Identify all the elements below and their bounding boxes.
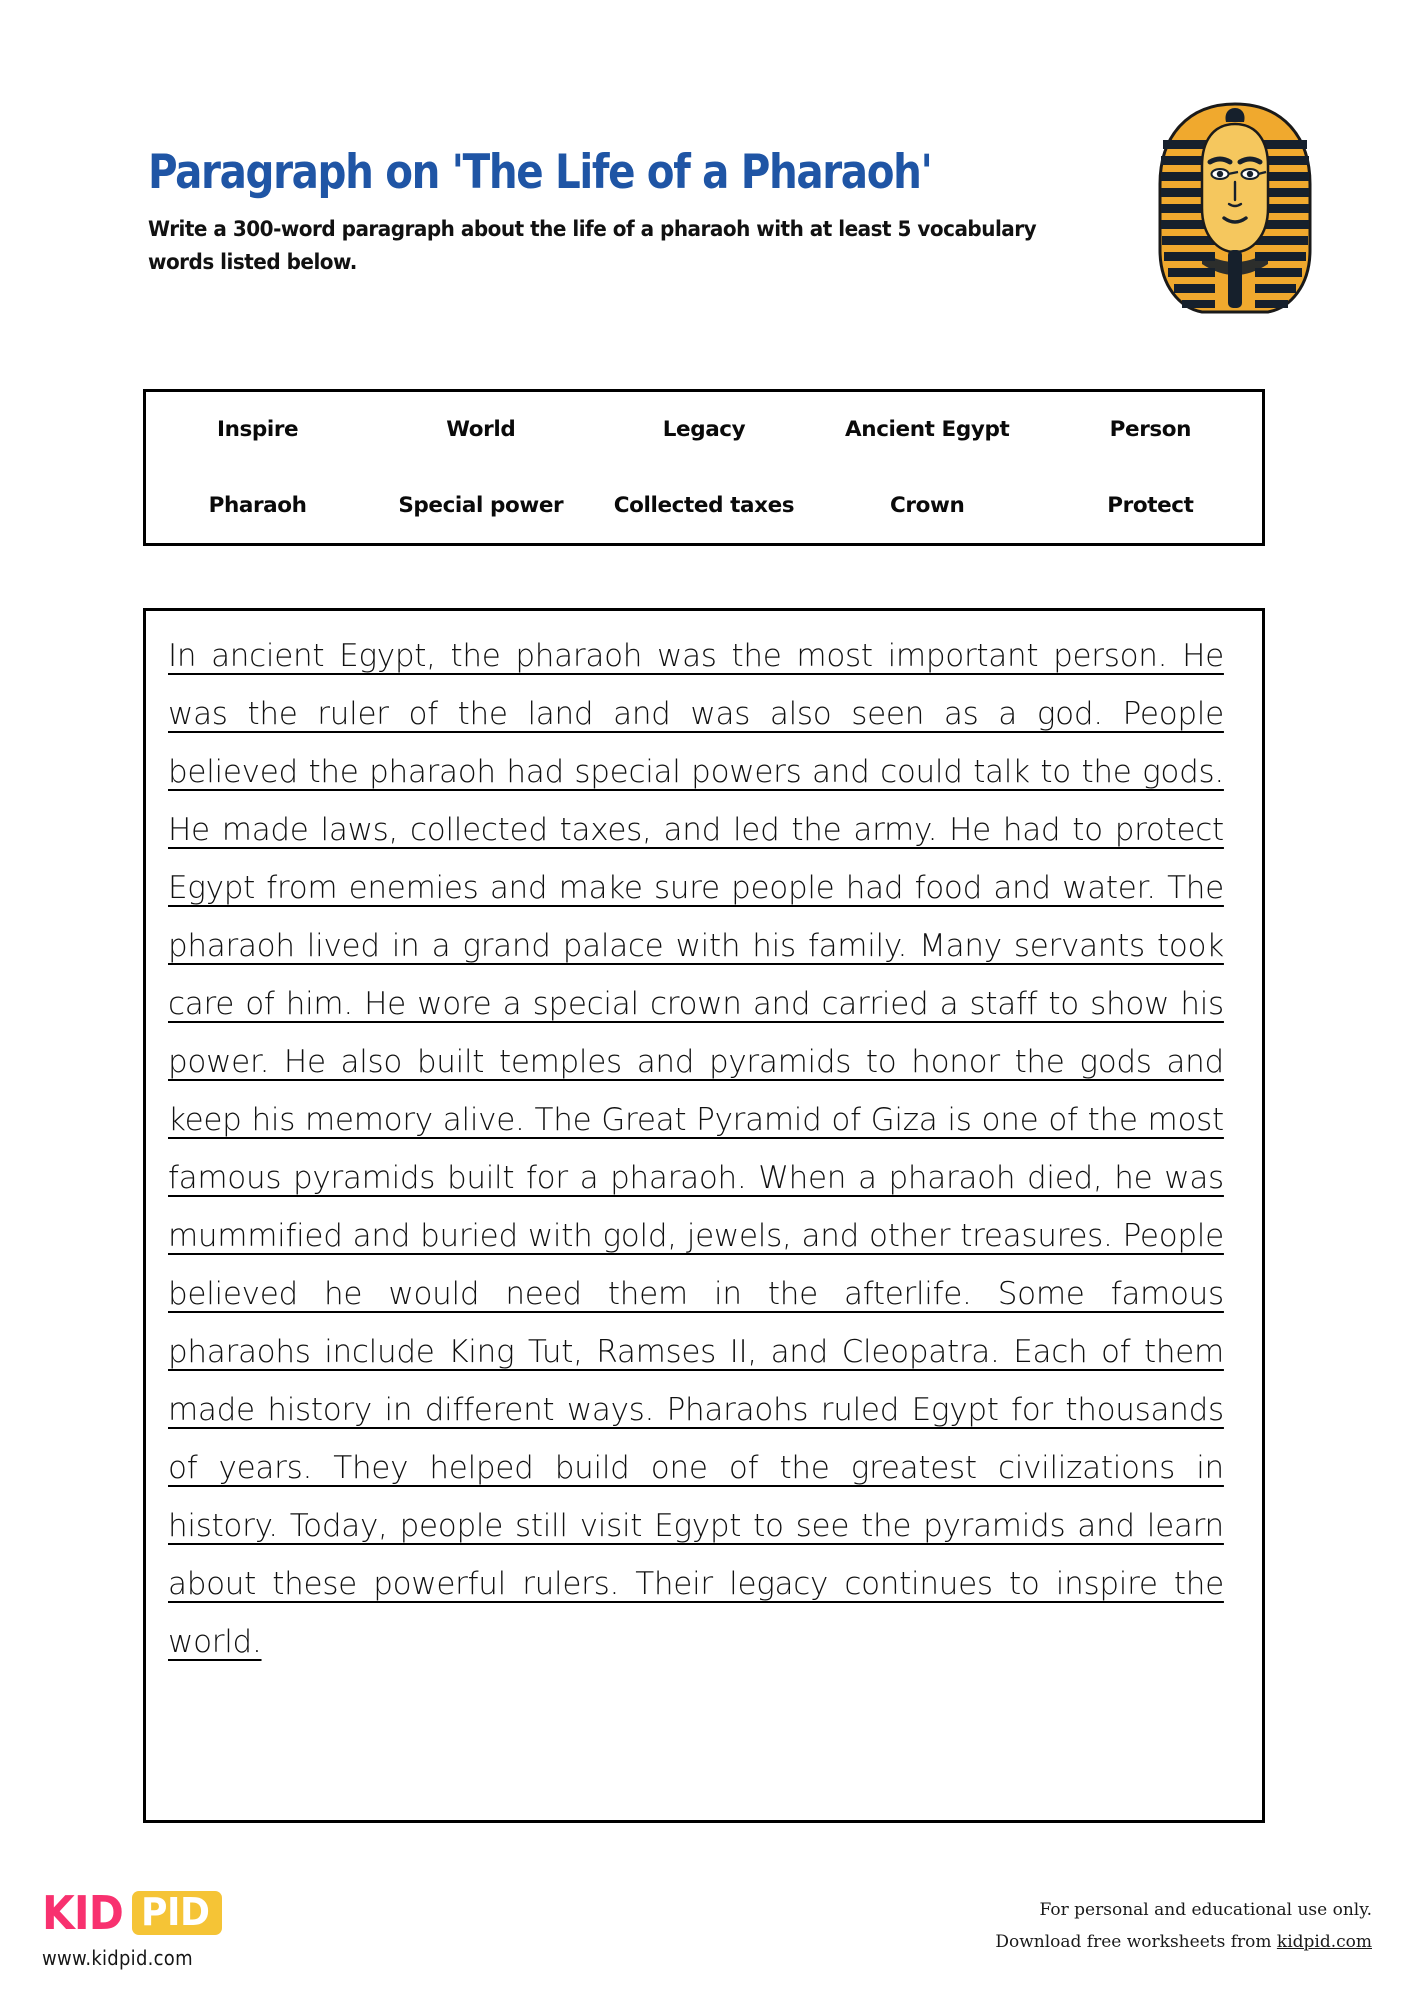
vocabulary-grid — [146, 392, 1262, 543]
header — [148, 145, 1268, 280]
vocabulary-word-bank — [143, 389, 1265, 546]
vocabulary-word: Pharaoh — [208, 492, 307, 518]
vocabulary-word: Crown — [890, 492, 965, 518]
logo-pid-text: PID — [140, 1890, 210, 1934]
footer-notice-prefix: Download free worksheets from — [995, 1932, 1277, 1953]
answer-paragraph-text[interactable]: In ancient Egypt, the pharaoh was the most important person. He was the ruler of the land and was also seen as a god. People believed the pharaoh had special powers and could talk to the gods. He made laws, collected taxes, and led the army. He had to protect Egypt from enemies and make sure people had food and water. The pharaoh lived in a grand palace with his family. Many servants took care of him. He wore a special crown and carried a staff to show his power. He also built temples and pyramids to honor the gods and keep his memory alive. The Great Pyramid of Giza is one of the most famous pyramids built for a pharaoh. When a pharaoh died, he was mummified and buried with gold, jewels, and other treasures. People believed he would need them in the afterlife. Some famous pharaohs include King Tut, Ramses II, and Cleopatra. Each of them made history in different ways. Pharaohs ruled Egypt for thousands of years. They helped build one of the greatest civilizations in history. Today, people still visit Egypt to see the pyramids and learn about these powerful rulers. Their legacy continues to inspire the world. — [168, 638, 1224, 1660]
footer-notice-line-1: For personal and educational use only. — [1039, 1900, 1372, 1920]
footer-kidpid-link[interactable]: kidpid.com — [1276, 1932, 1372, 1953]
vocabulary-word: Ancient Egypt — [845, 417, 1010, 443]
kidpid-logo[interactable] — [42, 1888, 222, 1970]
pharaoh-mask-icon — [1140, 100, 1330, 320]
page-title: Paragraph on 'The Life of a Pharaoh' — [148, 145, 932, 200]
vocabulary-word: Inspire — [216, 417, 299, 443]
vocabulary-word: Protect — [1107, 492, 1194, 518]
logo-pid-badge — [132, 1891, 222, 1935]
logo-wordmark — [42, 1888, 222, 1938]
logo-website-url: www.kidpid.com — [42, 1946, 193, 1970]
vocabulary-word: Legacy — [662, 417, 746, 443]
vocabulary-word: Special power — [398, 492, 564, 518]
page-instructions: Write a 300-word paragraph about the life of a pharaoh with at least 5 vocabulary words listed below. — [148, 217, 1037, 276]
vocabulary-word: World — [446, 417, 516, 443]
footer-notice — [995, 1894, 1372, 1959]
vocabulary-word: Collected taxes — [613, 492, 795, 518]
footer — [0, 1880, 1414, 2000]
logo-kid-text: KID — [42, 1886, 123, 1940]
answer-area[interactable] — [143, 608, 1265, 1823]
footer-notice-line-2 — [995, 1926, 1372, 1958]
vocabulary-word: Person — [1109, 417, 1192, 443]
